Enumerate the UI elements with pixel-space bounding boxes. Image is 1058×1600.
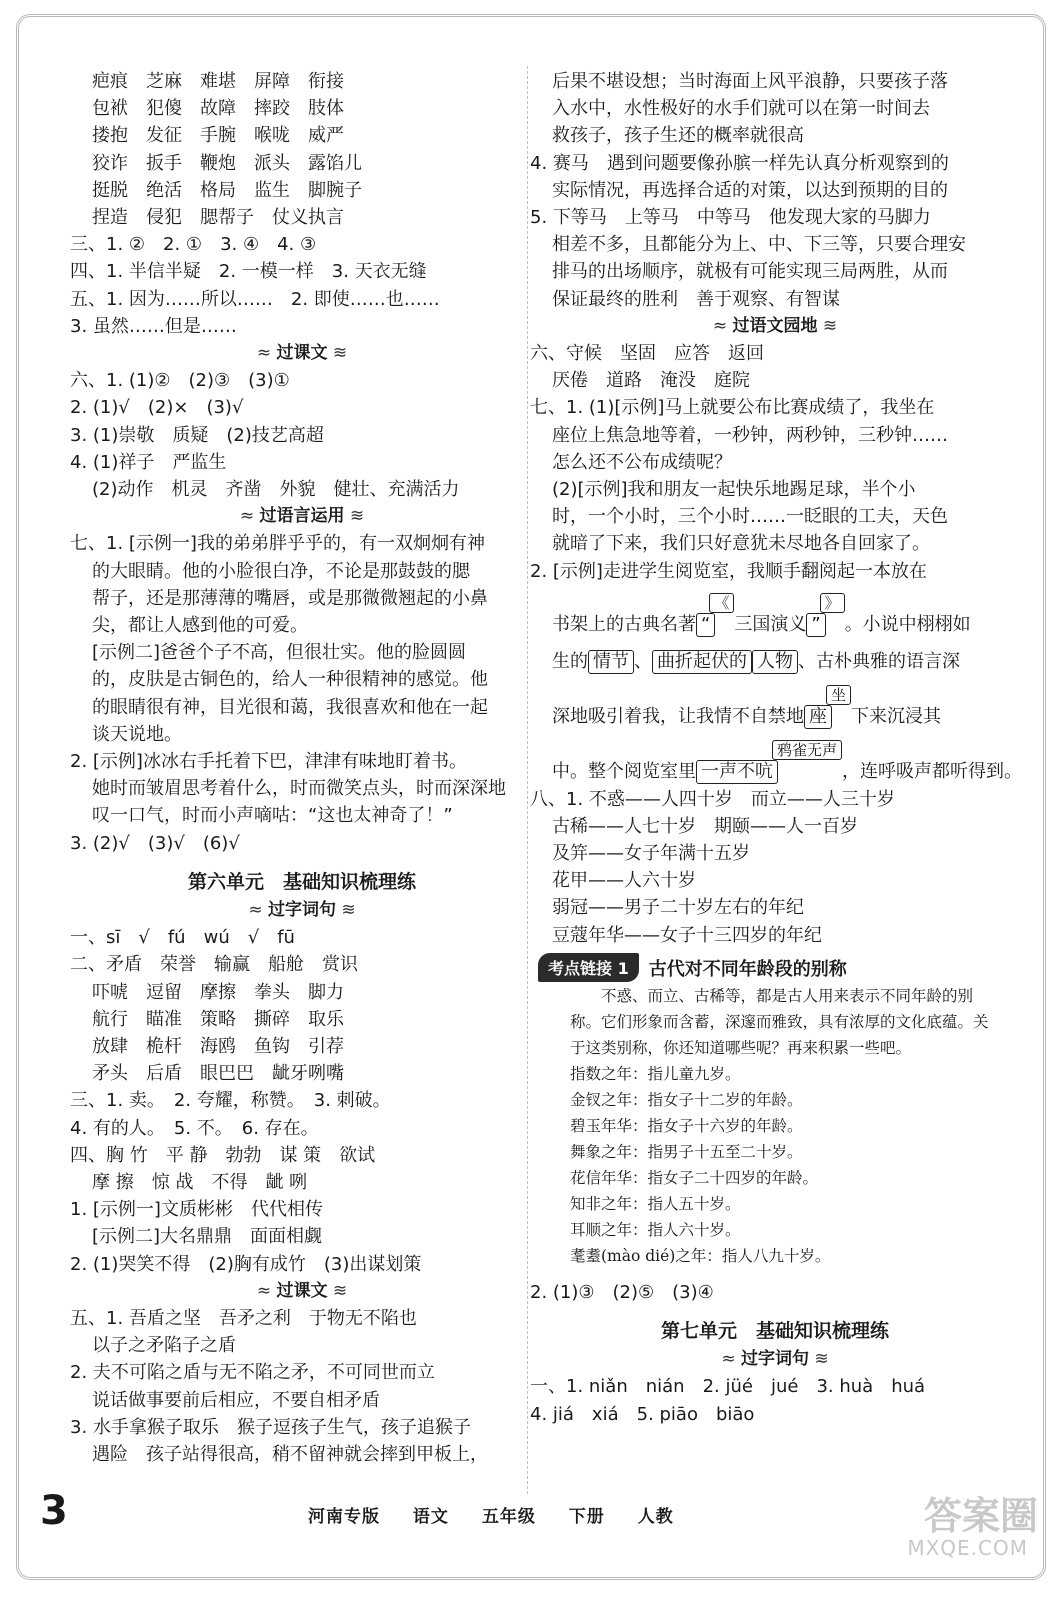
answer-line: 尖，都让人感到他的可爱。 [92,615,308,637]
knowledge-link-title: 古代对不同年龄段的别称 [648,958,847,980]
knowledge-item: 舞象之年：指男子十五至二十岁。 [570,1142,803,1161]
section-heading: ≈ 过语言运用 ≋ [239,506,365,527]
correction-mark: 坐 [826,685,851,705]
answer-line: 实际情况，再选择合适的对策，以达到预期的目的 [552,179,948,201]
answer-line: 时，一个小时，三个小时……一眨眼的工夫，天色 [552,506,948,528]
word-row: 包袱 犯傻 故障 摔跤 肢体 [92,98,344,120]
answer-line: 弱冠——男子二十岁左右的年纪 [552,897,804,919]
answer-line: 救孩子，孩子生还的概率就很高 [552,125,804,147]
correction-mark: 《 [709,593,734,613]
section-heading: ≈ 过字词句 ≋ [248,899,356,920]
page-number: 3 [40,1488,68,1534]
answer-line: 就暗了下来，我们只好意犹未尽地各自回家了。 [552,533,930,555]
answer-line: 5. 下等马 上等马 中等马 他发现大家的马脚力 [530,207,931,229]
answer-line: 4. jiá xiá 5. piāo biāo [530,1403,755,1425]
answer-line: 1. [示例一]文质彬彬 代代相传 [70,1199,323,1221]
knowledge-link-tag: 考点链接 1 [538,953,639,982]
answer-line: 3. 水手拿猴子取乐 猴子逗孩子生气，孩子追猴子 [70,1416,471,1438]
correction-box: 曲折起伏的 [652,650,752,674]
knowledge-intro: 不惑、而立、古稀等，都是古人用来表示不同年龄的别称。它们形象而含蓄，深邃而雅致，具有浓厚的文化底蕴。关于这类别称，你还知道哪些呢？再来积累一些吧。 [570,986,989,1057]
answer-line: 怎么还不公布成绩呢？ [552,451,732,473]
column-divider [527,66,528,1494]
volume-label: 下册 [568,1507,605,1527]
knowledge-item: 花信年华：指女子二十四岁的年龄。 [570,1168,819,1187]
answer-line: 3. (1)崇敬 质疑 (2)技艺高超 [70,424,324,446]
answer-q5-3: 3. 虽然……但是…… [70,315,237,337]
watermark-logo: 答案圈 [923,1494,1038,1538]
book-meta [308,1502,700,1527]
answer-line: 叹一口气，时而小声嘀咕：“这也太神奇了！” [92,805,453,827]
answer-line: 三、1. 卖。 2. 夸耀，称赞。 3. 刺破。 [70,1090,391,1112]
answer-line: 相差不多，且都能分为上、中、下三等，只要合理安 [552,234,966,256]
answer-line: (2)[示例]我和朋友一起快乐地踢足球，半个小 [552,479,916,501]
knowledge-item: 碧玉年华：指女子十六岁的年龄。 [570,1116,803,1135]
answer-line: 的，皮肤是古铜色的，给人一种很精神的感觉。他 [92,669,488,691]
answer-line: 遇险 孩子站得很高，稍不留神就会摔到甲板上， [92,1443,488,1465]
answer-q5: 五、1. 因为……所以…… 2. 即使……也…… [70,288,440,310]
correction-box: “ [696,613,715,637]
section-heading: ≈ 过语文园地 ≋ [712,315,838,336]
answer-line: 4. 赛马 遇到问题要像孙膑一样先认真分析观察到的 [530,152,949,174]
edit-line-1: 书架上的古典名著 “《三国演义 ”》。小说中栩栩如 [552,593,971,635]
answer-line: 古稀——人七十岁 期颐——人一百岁 [552,815,858,837]
answer-line: 2. 夫不可陷之盾与无不陷之矛，不可同世而立 [70,1362,435,1384]
answer-line: 及笄——女子年满十五岁 [552,843,750,865]
knowledge-item: 知非之年：指人五十岁。 [570,1194,741,1213]
answer-line: 帮子，还是那薄薄的嘴唇，或是那微微翘起的小鼻 [92,587,488,609]
answer-line: 保证最终的胜利 善于观察、有智谋 [552,288,840,310]
grade-label: 五年级 [481,1507,536,1527]
correction-mark: 鸦雀无声 [772,740,842,760]
answer-line: 谈天说地。 [92,723,182,745]
unit-title: 第七单元 基础知识梳理练 [660,1320,889,1343]
word-list [92,68,512,231]
section-heading: ≈ 过课文 ≋ [256,1280,348,1301]
answer-line: 厌倦 道路 淹没 庭院 [552,370,750,392]
edit-line-3: 深地吸引着我，让我情不自禁地 座坐下来沉浸其 [552,686,942,728]
correction-box: 座 [804,705,832,729]
answer-line: 入水中，水性极好的水手们就可以在第一时间去 [552,98,930,120]
answer-line: 七、1. (1)[示例]马上就要公布比赛成绩了，我坐在 [530,397,935,419]
answer-line: 放肆 桅杆 海鸥 鱼钩 引荐 [92,1035,344,1057]
answer-line: 排马的出场顺序，就极有可能实现三局两胜，从而 [552,261,948,283]
edit-line-2: 生的 情节 、 曲折起伏的 人物 、古朴典雅的语言深 [552,651,960,673]
answer-line: 3. (2)√ (3)√ (6)√ [70,832,240,854]
answer-line: 六、守候 坚固 应答 返回 [530,343,764,365]
section-heading: ≈ 过课文 ≋ [256,343,348,364]
answer-line: 八、1. 不惑——人四十岁 而立——人三十岁 [530,788,895,810]
answer-line: 2. [示例]走进学生阅览室，我顺手翻阅起一本放在 [530,560,927,582]
subject-label: 语文 [412,1507,449,1527]
answer-line: (2)动作 机灵 齐凿 外貌 健壮、充满活力 [92,479,460,501]
correction-box: 情节 [588,650,634,674]
answer-line: 4. 有的人。 5. 不。 6. 存在。 [70,1117,319,1139]
answer-line: 2. [示例]冰冰右手托着下巴，津津有味地盯着书。 [70,751,467,773]
answer-line: 七、1. [示例一]我的弟弟胖乎乎的，有一双炯炯有神 [70,533,485,555]
answer-line: 二、矛盾 荣誉 输赢 船舱 赏识 [70,954,358,976]
edition-label: 河南专版 [308,1507,380,1527]
answer-line: 2. (1)哭笑不得 (2)胸有成竹 (3)出谋划策 [70,1253,422,1275]
answer-line: 摩 擦 惊 战 不得 龇 咧 [92,1171,308,1193]
answer-line: 以子之矛陷子之盾 [92,1335,236,1357]
edit-line-4: 中。整个阅览室里 一声不吭鸦雀无声，连呼吸声都听得到。 [552,741,1023,783]
answer-line: 四、胸 竹 平 静 勃勃 谋 策 欲试 [70,1144,376,1166]
answer-line: 2. (1)③ (2)⑤ (3)④ [530,1281,714,1303]
knowledge-item: 耄耋(mào dié)之年：指人八九十岁。 [570,1246,831,1265]
word-row: 搂抱 发征 手腕 喉咙 威严 [92,125,344,147]
answer-line: 4. (1)祥子 严监生 [70,451,227,473]
knowledge-item: 金钗之年：指女子十二岁的年龄。 [570,1090,803,1109]
answer-line: [示例二]大名鼎鼎 面面相觑 [92,1226,323,1248]
knowledge-item: 指数之年：指儿童九岁。 [570,1064,741,1083]
left-column [70,68,512,1468]
answer-line: [示例二]爸爸个子不高，但很壮实。他的脸圆圆 [92,642,467,664]
answer-line: 六、1. (1)② (2)③ (3)① [70,370,290,392]
answer-line: 吓唬 逗留 摩擦 拳头 脚力 [92,981,344,1003]
watermark-site: MXQE.COM [907,1536,1028,1560]
answer-line: 座位上焦急地等着，一秒钟，两秒钟，三秒钟…… [552,424,948,446]
unit-title: 第六单元 基础知识梳理练 [187,870,416,893]
answer-q3: 三、1. ② 2. ① 3. ④ 4. ③ [70,234,317,256]
answer-line: 的大眼睛。他的小脸很白净，不论是那鼓鼓的腮 [92,560,470,582]
answer-line: 花甲——人六十岁 [552,870,696,892]
answer-line: 五、1. 吾盾之坚 吾矛之利 于物无不陷也 [70,1307,417,1329]
answer-line: 航行 瞄准 策略 撕碎 取乐 [92,1008,344,1030]
answer-line: 2. (1)√ (2)× (3)√ [70,397,244,419]
word-row: 疤痕 芝麻 难堪 屏障 衔接 [92,71,344,92]
knowledge-link-header [538,953,998,983]
answer-line: 她时而皱眉思考着什么，时而微笑点头，时而深深地 [92,778,506,800]
answer-line: 说话做事要前后相应，不要自相矛盾 [92,1389,380,1411]
answer-line: 一、sī √ fú wú √ fū [70,927,295,949]
correction-box: 人物 [752,650,798,674]
correction-mark: 》 [820,593,845,613]
knowledge-item: 耳顺之年：指人六十岁。 [570,1220,741,1239]
page-footer [40,1488,1020,1534]
word-row: 狡诈 扳手 鞭炮 派头 露馅儿 [92,152,362,174]
answer-q4: 四、1. 半信半疑 2. 一模一样 3. 天衣无缝 [70,261,427,283]
right-column [530,68,1023,1428]
answer-line: 豆蔻年华——女子十三四岁的年纪 [552,924,822,946]
correction-box: ” [806,613,825,637]
knowledge-link-body [552,983,998,1269]
word-row: 捏造 侵犯 腮帮子 仗义执言 [92,207,344,229]
answer-line: 矛头 后盾 眼巴巴 龇牙咧嘴 [92,1063,344,1085]
publisher-label: 人教 [637,1507,674,1527]
correction-box: 一声不吭 [696,760,778,784]
word-row: 挺脱 绝活 格局 监生 脚腕子 [92,179,362,201]
section-heading: ≈ 过字词句 ≋ [721,1349,829,1370]
answer-line: 一、1. niǎn nián 2. jüé jué 3. huà huá [530,1376,926,1398]
answer-line: 后果不堪设想；当时海面上风平浪静，只要孩子落 [552,71,948,92]
answer-line: 的眼睛很有神，目光很和蔼，我很喜欢和他在一起 [92,696,488,718]
